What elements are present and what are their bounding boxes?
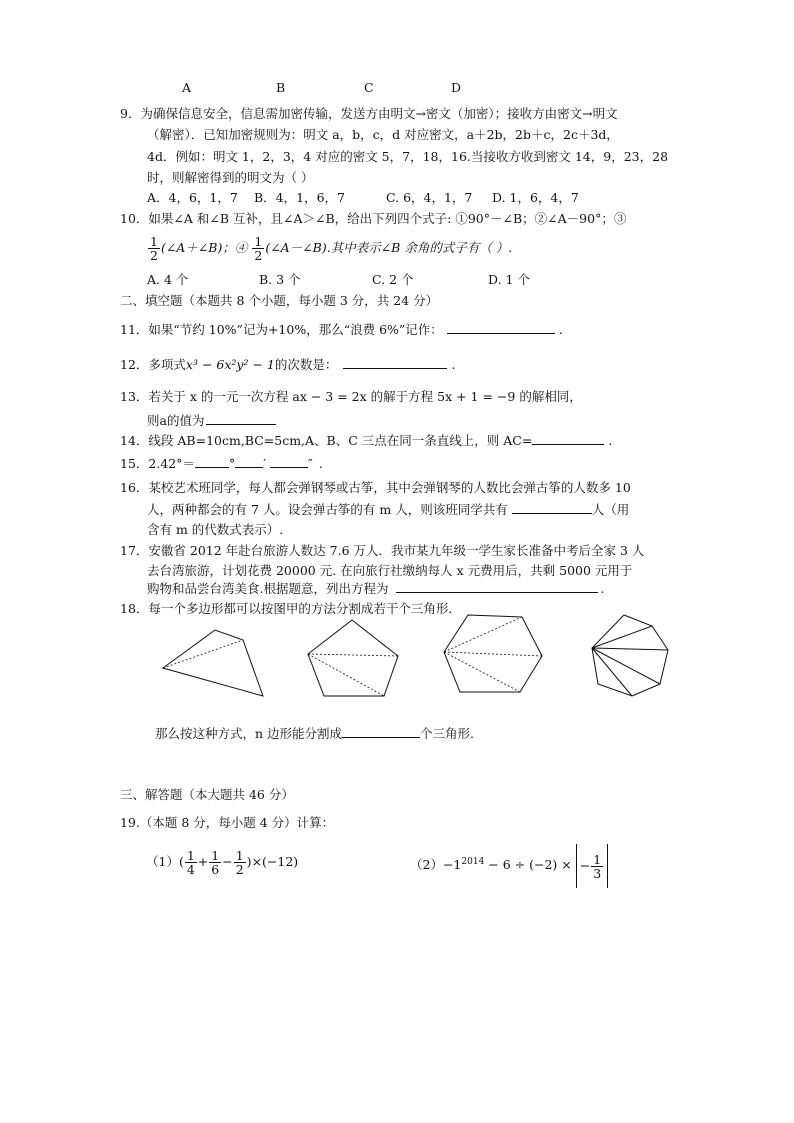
q19-absolute-value: − $\frac{1}{3}$: [576, 844, 608, 888]
q10-option-a: A. 4 个: [147, 272, 189, 287]
q15-second-blank[interactable]: [270, 455, 308, 468]
q12: 12．多项式x³ − 6x²y² − 1的次数是： .: [120, 357, 456, 372]
q19-frac-1-4: $\frac{1}{4}$: [186, 848, 195, 877]
pentagon-figure: [302, 616, 404, 702]
q19-part2: $(2)-1^{2014} - 6 \div (-2)$ × − $\frac{1}{3}$: [410, 840, 608, 888]
q9-line2: （解密）．已知加密规则为：明文 a，b，c，d 对应密文，a＋2b，2b＋c，2c＋3d，: [147, 127, 619, 142]
q10-option-c: C. 2 个: [372, 272, 414, 287]
heptagon-figure: [586, 612, 676, 698]
q12-polynomial: x³ − 6x²y² − 1: [185, 357, 275, 372]
q9-line1: 9．为确保信息安全，信息需加密传输，发送方由明文→密文（加密）；接收方由密文→明文: [120, 106, 618, 121]
q17-line2: 去台湾旅游，计划花费 20000 元. 在向旅行社缴纳每人 x 元费用后，共剩 5000 元用于: [147, 563, 633, 578]
q11: 11．如果“节约 10%”记为+10%，那么“浪费 6%”记作： .: [120, 322, 563, 337]
option-label-d: D: [451, 80, 462, 95]
q17-blank[interactable]: [396, 580, 598, 593]
section2-heading: 二、填空题（本题共 8 个小题，每小题 3 分，共 24 分）: [120, 293, 439, 308]
q9-line4: 时，则解密得到的明文为（ ）: [147, 170, 314, 185]
q10-half-fraction-1: $\frac{1}{2}$: [150, 234, 158, 263]
q11-blank[interactable]: [447, 321, 555, 334]
q19-line1: 19.（本题 8 分，每小题 4 分）计算：: [120, 815, 335, 830]
q13-line1: 13．若关于 x 的一元一次方程 ax − 3 = 2x 的解于方程 5x + 1 = −9 的解相同，: [120, 389, 582, 404]
q9-option-d: D. 1，6，4，7: [492, 190, 579, 205]
q15-minute-blank[interactable]: [235, 455, 263, 468]
q9-line3: 4d．例如：明文 1，2，3，4 对应的密文 5，7，18，16.当接收方收到密文 14，9，23，28: [147, 149, 669, 164]
option-label-c: C: [364, 80, 374, 95]
q17-line1: 17．安徽省 2012 年赴台旅游人数达 7.6 万人．我市某九年级一学生家长准备中考后全家 3 人: [120, 543, 645, 558]
hexagon-figure: [440, 612, 546, 696]
q19-frac-1-2: $\frac{1}{2}$: [235, 848, 244, 877]
q16-line1: 16．某校艺术班同学，每人都会弹钢琴或古筝，其中会弹钢琴的人数比会弹古筝的人数多 10: [120, 480, 631, 495]
q14-blank[interactable]: [532, 432, 604, 445]
q10-line1: 10．如果∠A 和∠B 互补，且∠A＞∠B，给出下列四个式子: ①90°－∠B；②∠A－90°；③: [120, 211, 627, 226]
q19-frac-1-6: $\frac{1}{6}$: [211, 848, 220, 877]
q9-options: [147, 190, 579, 206]
q10-half-fraction-2: $\frac{1}{2}$: [254, 234, 263, 263]
q17-line3: 购物和品尝台湾美食.根据题意，列出方程为 .: [147, 581, 605, 596]
q16-line2: 人，两种都会的有 7 人。设会弹古筝的有 m 人，则该班同学共有 人（用: [147, 502, 630, 517]
q18-line1: 18．每一个多边形都可以按图甲的方法分割成若干个三角形．: [120, 601, 461, 616]
q12-blank[interactable]: [343, 356, 447, 369]
q18-blank[interactable]: [342, 725, 420, 738]
q16-line3: 含有 m 的代数式表示）.: [147, 522, 284, 537]
q13-line2: 则a的值为: [147, 412, 276, 429]
q18-line2: 那么按这种方式，n 边形能分割成 个三角形.: [155, 726, 475, 741]
option-label-a: A: [182, 80, 192, 95]
q14: 14．线段 AB=10cm,BC=5cm,A、B、C 三点在同一条直线上，则 AC= .: [120, 433, 613, 448]
section3-heading: 三、解答题（本大题共 46 分）: [120, 787, 294, 802]
q19-part1: （1）( $\frac{1}{4}$ + $\frac{1}{6}$ − $\frac{1}{2}$ )×(−12): [146, 848, 299, 877]
q15-degree-blank[interactable]: [195, 455, 229, 468]
q9-option-b: B．4，1，6，7: [254, 190, 345, 205]
q10-option-b: B. 3 个: [259, 272, 301, 287]
q15: 15．2.42°＝ ° ′ ″ .: [120, 456, 323, 471]
q9-option-c: C. 6，4，1，7: [386, 190, 473, 205]
q16-blank[interactable]: [512, 501, 592, 514]
quadrilateral-figure: [158, 624, 270, 700]
q10-options: [147, 272, 530, 288]
q13-blank[interactable]: [206, 412, 276, 425]
q10-option-d: D. 1 个: [488, 272, 530, 287]
option-label-b: B: [276, 80, 286, 95]
q10-line2: $\frac{1}{2}$ (∠A＋∠B)；④ $\frac{1}{2}$ (∠A－∠B).其中表示∠B 余角的式子有（ ）.: [150, 234, 513, 263]
q9-option-a: A．4，6，1，7: [147, 190, 238, 205]
